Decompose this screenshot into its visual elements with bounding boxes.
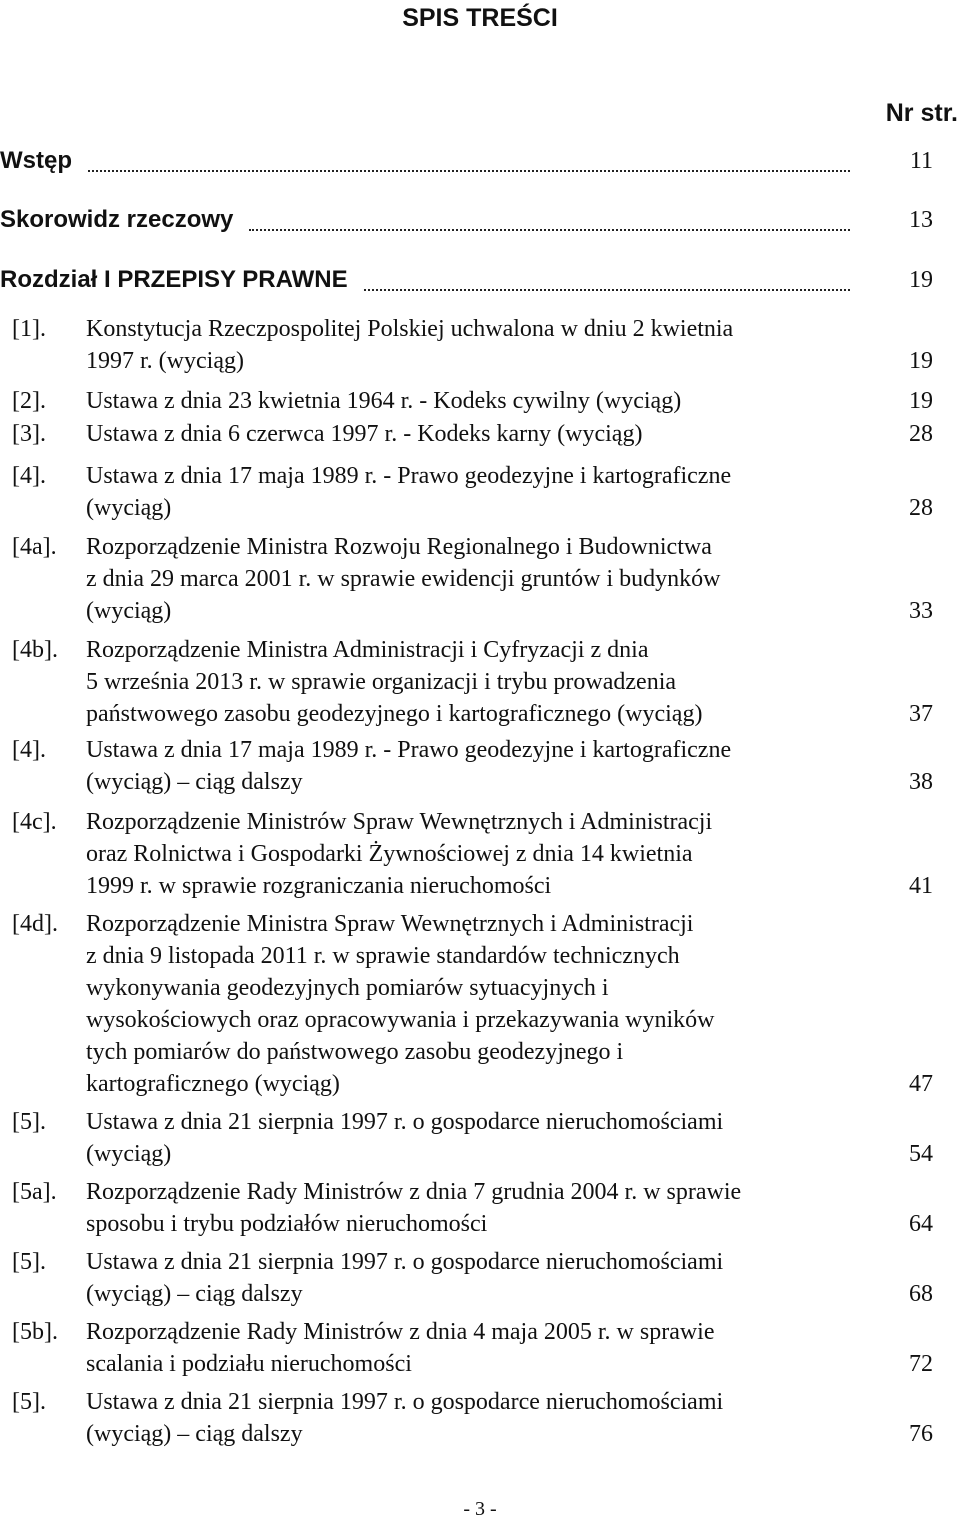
page-number: 72 xyxy=(909,1351,933,1377)
entry-number: [5b]. xyxy=(12,1319,58,1345)
section-title: Wstęp xyxy=(0,147,72,174)
page-number-column-header: Nr str. xyxy=(885,99,958,127)
entry-number: [4]. xyxy=(12,463,46,489)
entry-text-line: (wyciąg) xyxy=(86,1141,172,1167)
entry-text-line: kartograficznego (wyciąg) xyxy=(86,1071,340,1097)
leader-dots xyxy=(88,170,850,172)
entry-number: [4d]. xyxy=(12,911,58,937)
entry-number: [4a]. xyxy=(12,534,57,560)
entry-text-line: państwowego zasobu geodezyjnego i kartograficznego (wyciąg) xyxy=(86,701,703,727)
page-number: 64 xyxy=(909,1211,933,1237)
page-number: 13 xyxy=(909,207,933,233)
entry-text-line: 1999 r. w sprawie rozgraniczania nieruchomości xyxy=(86,873,552,899)
entry-text-line: (wyciąg) xyxy=(86,598,172,624)
entry-text-line: Ustawa z dnia 21 sierpnia 1997 r. o gospodarce nieruchomościami xyxy=(86,1109,724,1135)
toc-section-entry[interactable] xyxy=(0,144,960,178)
entry-text-line: Ustawa z dnia 17 maja 1989 r. - Prawo geodezyjne i kartograficzne xyxy=(86,737,732,763)
page-number: 38 xyxy=(909,769,933,795)
entry-text xyxy=(86,1386,866,1450)
entry-text-line: z dnia 9 listopada 2011 r. w sprawie standardów technicznych xyxy=(86,943,680,969)
page-number: 19 xyxy=(909,267,933,293)
entry-text xyxy=(86,634,866,730)
page-number: 41 xyxy=(909,873,933,899)
entry-number: [2]. xyxy=(12,388,46,414)
entry-text xyxy=(86,460,866,524)
entry-text-line: Rozporządzenie Ministra Spraw Wewnętrznych i Administracji xyxy=(86,911,694,937)
entry-text xyxy=(86,1316,866,1380)
entry-number: [5]. xyxy=(12,1249,46,1275)
entry-text xyxy=(86,313,866,377)
entry-text-line: Konstytucja Rzeczpospolitej Polskiej uchwalona w dniu 2 kwietnia xyxy=(86,316,734,342)
entry-text-line: (wyciąg) xyxy=(86,495,172,521)
entry-text-line: (wyciąg) – ciąg dalszy xyxy=(86,1421,303,1447)
entry-text-line: (wyciąg) – ciąg dalszy xyxy=(86,769,303,795)
entry-number: [4c]. xyxy=(12,809,57,835)
entry-number: [5]. xyxy=(12,1109,46,1135)
page-number: 68 xyxy=(909,1281,933,1307)
entry-text-line: Rozporządzenie Rady Ministrów z dnia 4 maja 2005 r. w sprawie xyxy=(86,1319,715,1345)
entry-text xyxy=(86,385,866,417)
entry-text-line: Rozporządzenie Rady Ministrów z dnia 7 grudnia 2004 r. w sprawie xyxy=(86,1179,742,1205)
entry-text-line: 1997 r. (wyciąg) xyxy=(86,348,244,374)
entry-text xyxy=(86,908,866,1100)
page-footer: - 3 - xyxy=(463,1498,497,1520)
entry-text-line: Ustawa z dnia 21 sierpnia 1997 r. o gospodarce nieruchomościami xyxy=(86,1249,724,1275)
entry-text xyxy=(86,734,866,798)
page-title: SPIS TREŚCI xyxy=(402,4,558,32)
entry-text-line: Ustawa z dnia 17 maja 1989 r. - Prawo geodezyjne i kartograficzne xyxy=(86,463,732,489)
page-number: 76 xyxy=(909,1421,933,1447)
entry-text-line: wysokościowych oraz opracowywania i przekazywania wyników xyxy=(86,1007,715,1033)
entry-text-line: Rozporządzenie Ministra Rozwoju Regionalnego i Budownictwa xyxy=(86,534,712,560)
entry-text-line: scalania i podziału nieruchomości xyxy=(86,1351,412,1377)
entry-text xyxy=(86,531,866,627)
entry-text-line: sposobu i trybu podziałów nieruchomości xyxy=(86,1211,488,1237)
entry-text-line: oraz Rolnictwa i Gospodarki Żywnościowej z dnia 14 kwietnia xyxy=(86,841,693,867)
page-number: 37 xyxy=(909,701,933,727)
toc-section-entry[interactable] xyxy=(0,203,960,237)
entry-text xyxy=(86,806,866,902)
section-title: Rozdział I PRZEPISY PRAWNE xyxy=(0,266,348,293)
entry-text-line: 5 września 2013 r. w sprawie organizacji i trybu prowadzenia xyxy=(86,669,677,695)
toc-section-entry[interactable] xyxy=(0,263,960,297)
entry-text-line: z dnia 29 marca 2001 r. w sprawie ewidencji gruntów i budynków xyxy=(86,566,721,592)
entry-text-line: Ustawa z dnia 23 kwietnia 1964 r. - Kodeks cywilny (wyciąg) xyxy=(86,388,682,414)
page-number: 54 xyxy=(909,1141,933,1167)
page-number: 19 xyxy=(909,348,933,374)
page-number: 33 xyxy=(909,598,933,624)
entry-number: [5]. xyxy=(12,1389,46,1415)
entry-number: [5a]. xyxy=(12,1179,57,1205)
entry-text-line: Ustawa z dnia 21 sierpnia 1997 r. o gospodarce nieruchomościami xyxy=(86,1389,724,1415)
page-number: 19 xyxy=(909,388,933,414)
entry-text-line: wykonywania geodezyjnych pomiarów sytuacyjnych i xyxy=(86,975,609,1001)
page-number: 28 xyxy=(909,421,933,447)
entry-text-line: (wyciąg) – ciąg dalszy xyxy=(86,1281,303,1307)
entry-number: [4b]. xyxy=(12,637,58,663)
entry-text-line: Rozporządzenie Ministra Administracji i Cyfryzacji z dnia xyxy=(86,637,649,663)
entry-text-line: Ustawa z dnia 6 czerwca 1997 r. - Kodeks karny (wyciąg) xyxy=(86,421,643,447)
section-title: Skorowidz rzeczowy xyxy=(0,206,234,233)
entry-text xyxy=(86,418,866,450)
entry-number: [4]. xyxy=(12,737,46,763)
page-number: 47 xyxy=(909,1071,933,1097)
page-number: 11 xyxy=(909,148,933,174)
entry-number: [1]. xyxy=(12,316,46,342)
entry-text xyxy=(86,1246,866,1310)
leader-dots xyxy=(249,229,850,231)
page-number: 28 xyxy=(909,495,933,521)
entry-text xyxy=(86,1176,866,1240)
entry-text-line: Rozporządzenie Ministrów Spraw Wewnętrznych i Administracji xyxy=(86,809,713,835)
entry-text-line: tych pomiarów do państwowego zasobu geodezyjnego i xyxy=(86,1039,624,1065)
entry-text xyxy=(86,1106,866,1170)
leader-dots xyxy=(364,289,850,291)
entry-number: [3]. xyxy=(12,421,46,447)
